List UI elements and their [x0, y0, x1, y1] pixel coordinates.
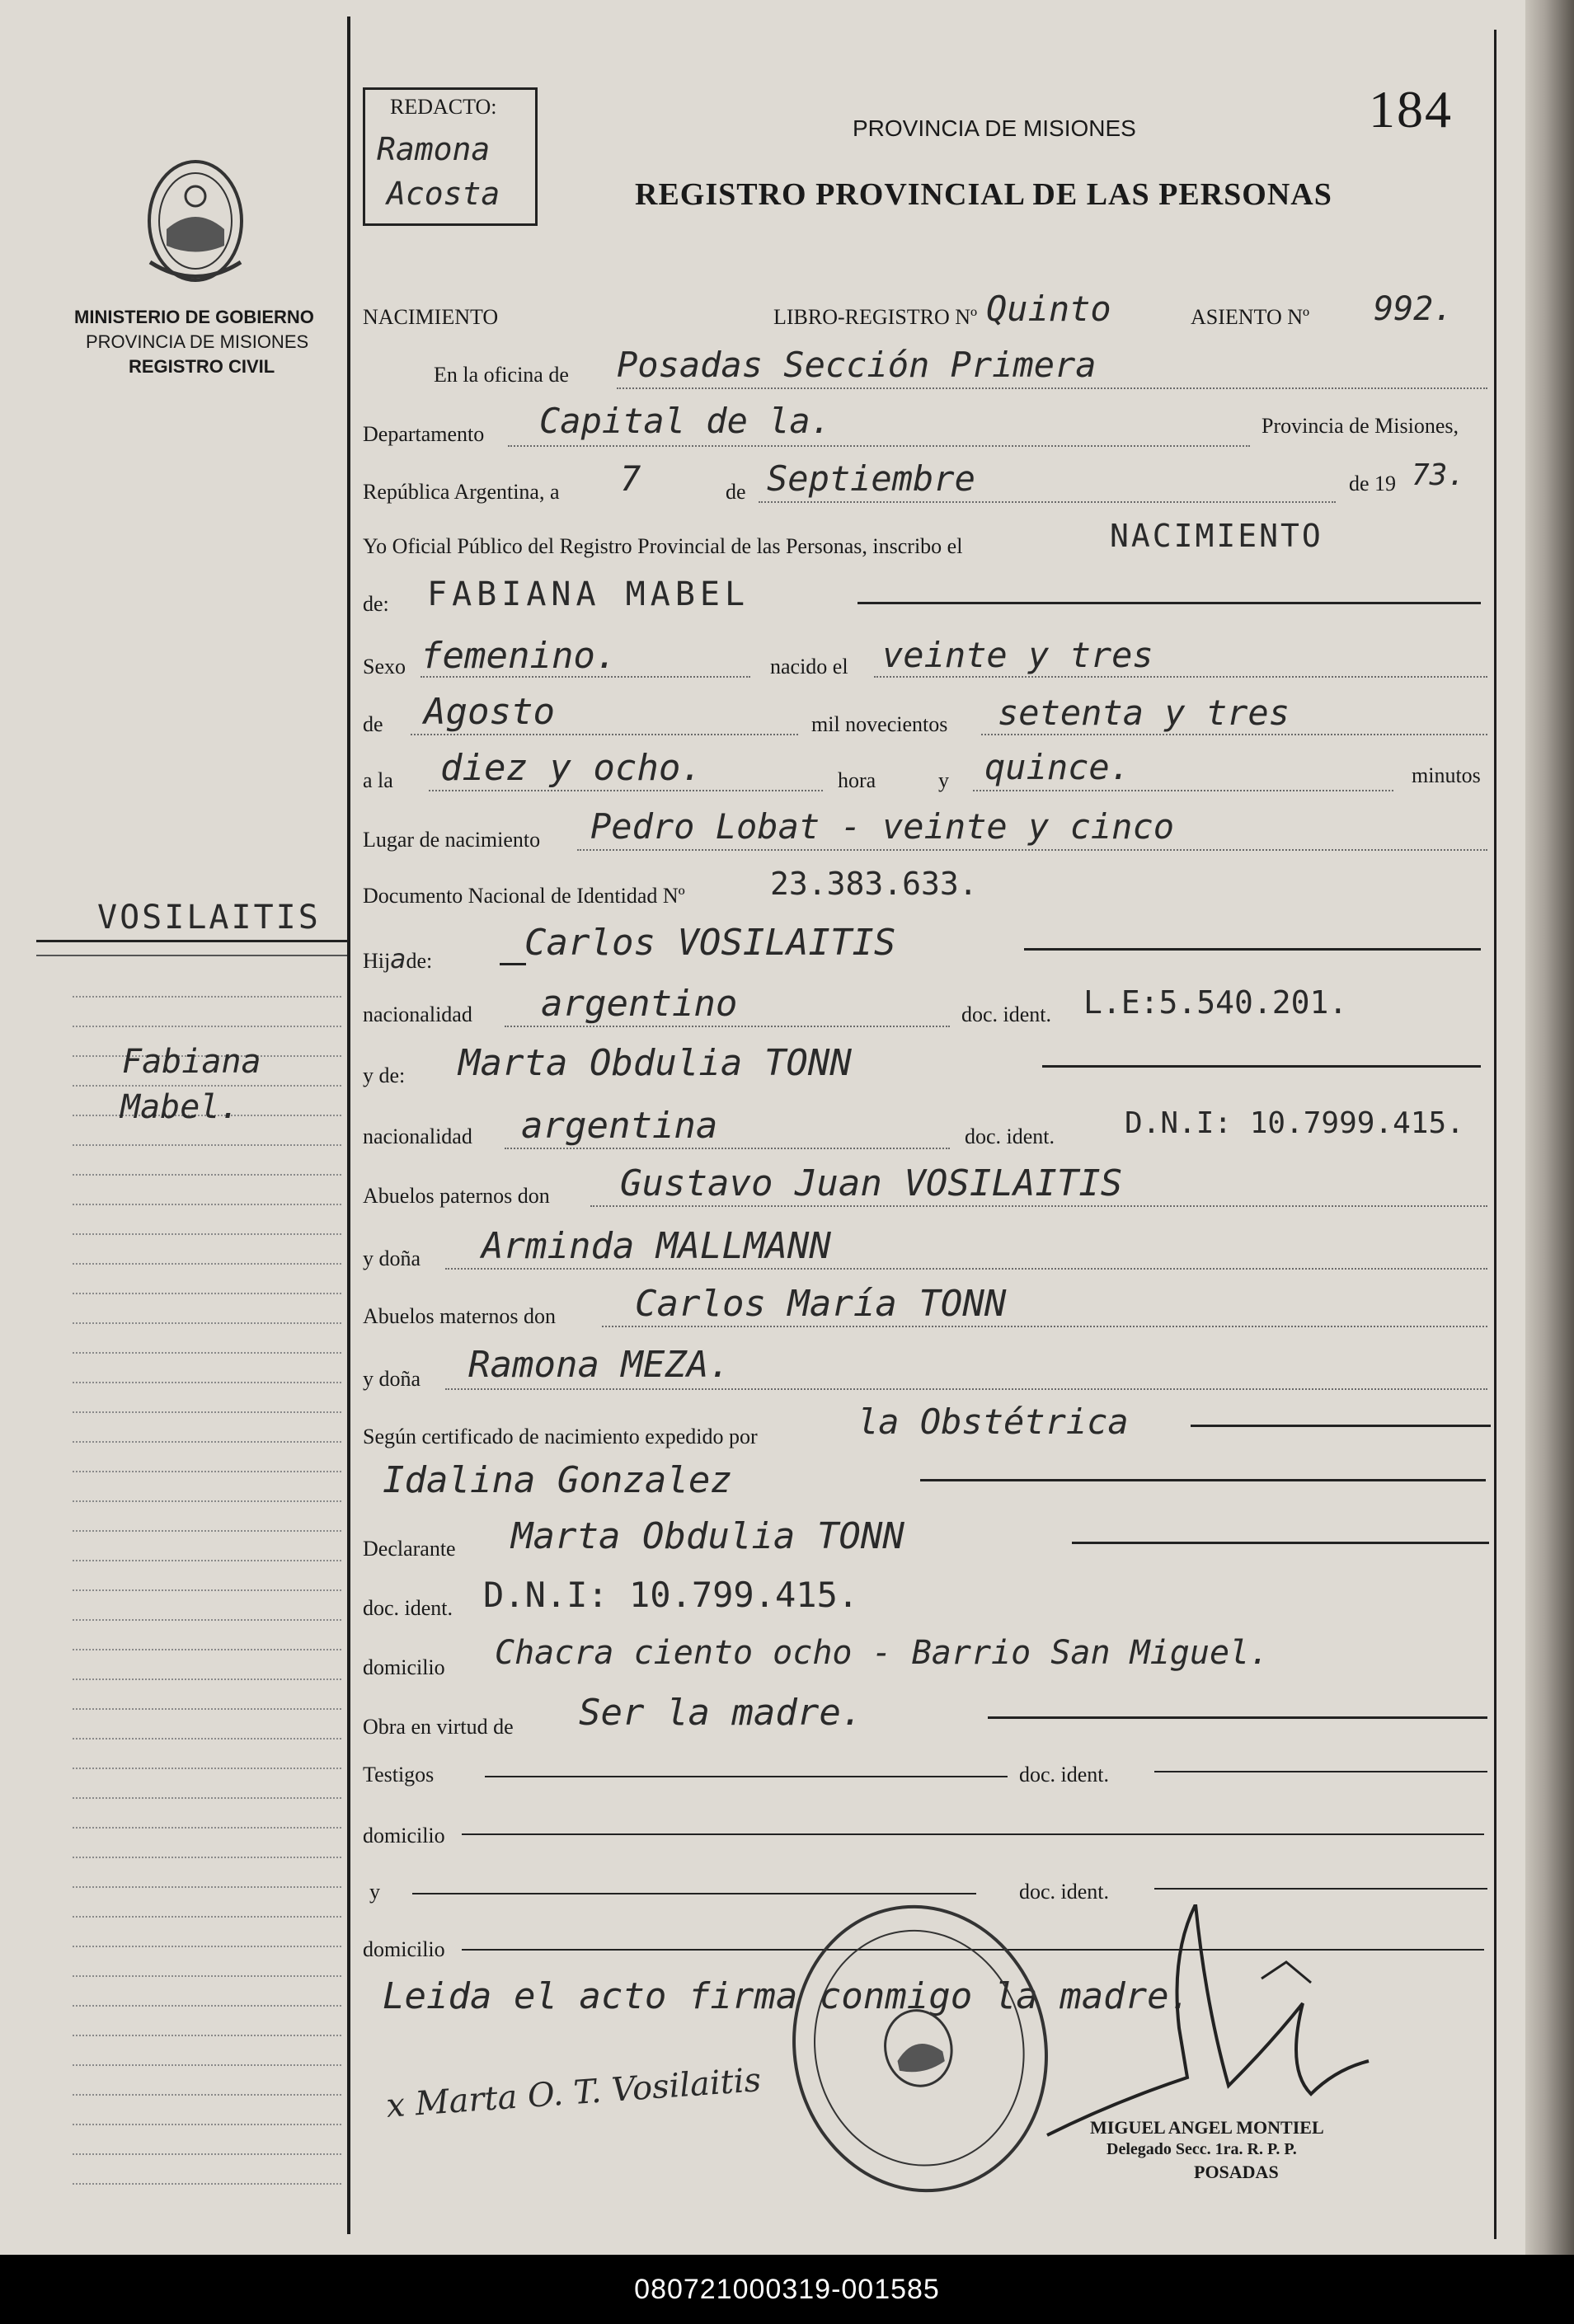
abuelo-paterno-line	[590, 1205, 1487, 1207]
doc-ident-4-line	[1154, 1771, 1487, 1772]
ydona-1-label: y doña	[363, 1247, 421, 1270]
segun-value: la Obstétrica	[857, 1401, 1129, 1442]
de2-label: de:	[363, 592, 389, 616]
abuelo-materno-value: Carlos María TONN	[635, 1283, 1007, 1325]
margin-rule	[73, 1560, 341, 1561]
lugar-value: Pedro Lobat - veinte y cinco	[590, 806, 1175, 847]
margin-rule	[73, 1322, 341, 1324]
redacto-name-2: Acosta	[387, 176, 500, 212]
yde-label: y de:	[363, 1063, 406, 1087]
declarante-label: Declarante	[363, 1537, 456, 1561]
year-label: de 19	[1349, 472, 1397, 495]
registry-label: REGISTRO CIVIL	[129, 356, 275, 377]
oficina-line	[617, 387, 1487, 389]
testigos-label: Testigos	[363, 1763, 435, 1786]
declarante-signature: x Marta O. T. Vosilaitis	[384, 2061, 763, 2125]
margin-rule	[73, 2183, 341, 2185]
province-label-left: PROVINCIA DE MISIONES	[86, 331, 309, 352]
minutos-label: minutos	[1412, 763, 1481, 787]
libro-label: LIBRO-REGISTRO Nº	[773, 305, 978, 329]
margin-rule	[73, 1649, 341, 1650]
margin-surname: VOSILAITIS	[97, 899, 321, 937]
official-signature	[1014, 1904, 1377, 2152]
official-stamp-title: Delegado Secc. 1ra. R. P. P.	[1106, 2140, 1297, 2158]
day-value: 7	[620, 458, 641, 499]
margin-given-name-2: Mabel.	[120, 1088, 240, 1126]
y2-label: y	[369, 1880, 380, 1904]
ministry-label: MINISTERIO DE GOBIERNO	[74, 307, 314, 327]
provincial-crest-icon	[142, 155, 249, 285]
domicilio-3-label: domicilio	[363, 1937, 445, 1961]
nacionalidad-1-value: argentino	[541, 983, 738, 1025]
asiento-value: 992.	[1374, 290, 1454, 328]
margin-rule	[73, 2064, 341, 2066]
abuelos-maternos-label: Abuelos maternos don	[363, 1304, 556, 1328]
nacionalidad-1-label: nacionalidad	[363, 1002, 472, 1026]
hijo-prefix: Hij	[363, 949, 391, 973]
doc-ident-2-value: D.N.I: 10.7999.415.	[1125, 1106, 1464, 1140]
dni-label: Documento Nacional de Identidad Nº	[363, 884, 685, 908]
nacionalidad-2-value: argentina	[521, 1105, 718, 1147]
margin-rule	[73, 1768, 341, 1769]
margin-rule	[73, 1916, 341, 1918]
nacionalidad-2-label: nacionalidad	[363, 1124, 472, 1148]
official-stamp-name: MIGUEL ANGEL MONTIEL	[1090, 2117, 1324, 2138]
child-name-value: FABIANA MABEL	[427, 575, 750, 613]
oficina-label: En la oficina de	[434, 363, 569, 387]
abuela-materna-line	[445, 1388, 1487, 1390]
margin-rule	[73, 2005, 341, 2007]
leida-closing-text: Leida el acto firma conmigo la madre.	[383, 1975, 1191, 2017]
margin-given-name-1: Fabiana	[122, 1043, 261, 1081]
y-label: y	[938, 768, 949, 792]
father-line-start	[500, 963, 526, 965]
footer-code-bar	[0, 2255, 1574, 2324]
margin-rule	[73, 1026, 341, 1027]
hora-label: hora	[838, 768, 876, 792]
de3-label: de	[363, 712, 383, 736]
page-number: 184	[1369, 80, 1453, 139]
doc-ident-4-label: doc. ident.	[1019, 1763, 1110, 1786]
adjacent-page-edge	[1525, 0, 1574, 2255]
doc-ident-1-value: L.E:5.540.201.	[1083, 984, 1348, 1021]
doc-ident-5-label: doc. ident.	[1019, 1880, 1110, 1904]
margin-rule	[73, 1619, 341, 1621]
obra-value: Ser la madre.	[579, 1692, 863, 1734]
obra-label: Obra en virtud de	[363, 1715, 514, 1739]
margin-rule	[73, 996, 341, 998]
declarante-line	[1072, 1542, 1489, 1544]
hora-value: diez y ocho.	[440, 747, 702, 789]
segun-label: Según certificado de nacimiento expedido por	[363, 1425, 758, 1448]
father-value: Carlos VOSILAITIS	[524, 922, 896, 964]
doc-ident-3-value: D.N.I: 10.799.415.	[483, 1575, 859, 1615]
footer-code: 080721000319-001585	[634, 2274, 940, 2305]
margin-rule	[73, 2094, 341, 2096]
seal-emblem-icon	[871, 2000, 966, 2097]
margin-rule	[73, 1204, 341, 1205]
margin-rule	[73, 2153, 341, 2155]
minutos-value: quince.	[984, 747, 1131, 787]
nacionalidad-2-line	[505, 1148, 950, 1149]
doc-ident-2-label: doc. ident.	[965, 1124, 1055, 1148]
doc-ident-5-line	[1154, 1888, 1487, 1890]
asiento-label: ASIENTO Nº	[1191, 305, 1310, 329]
ydona-2-label: y doña	[363, 1367, 421, 1391]
nacido-line	[874, 676, 1487, 678]
mil-value: setenta y tres	[998, 693, 1290, 733]
margin-rule	[73, 1857, 341, 1858]
hijo-suffix: a	[390, 943, 406, 974]
margin-rule	[73, 1530, 341, 1532]
margin-rule	[73, 1085, 341, 1087]
margin-rule	[73, 1174, 341, 1176]
header-province: PROVINCIA DE MISIONES	[853, 115, 1136, 141]
margin-rule	[73, 1827, 341, 1829]
abuela-materna-value: Ramona MEZA.	[468, 1344, 731, 1386]
redacto-name-1: Ramona	[377, 131, 491, 167]
margin-surname-underline	[36, 940, 348, 942]
de-label: de	[726, 480, 746, 504]
redacto-box	[363, 87, 538, 226]
margin-rule	[36, 955, 348, 956]
doc-ident-1-label: doc. ident.	[961, 1002, 1052, 1026]
sexo-line	[421, 676, 750, 678]
hijo-label	[363, 943, 432, 974]
margin-rule	[73, 1975, 341, 1977]
yo-oficial-label: Yo Oficial Público del Registro Provincial de las Personas, inscribo el	[363, 534, 963, 558]
doc-ident-3-label: doc. ident.	[363, 1596, 453, 1620]
margin-rule	[73, 1678, 341, 1680]
abuelos-paternos-label: Abuelos paternos don	[363, 1184, 550, 1208]
domicilio-value: Chacra ciento ocho - Barrio San Miguel.	[495, 1634, 1270, 1672]
departamento-value: Capital de la.	[539, 401, 832, 441]
domicilio-2-line	[462, 1833, 1484, 1835]
ala-label: a la	[363, 768, 393, 792]
month2-line	[411, 734, 798, 735]
right-border-line	[1494, 30, 1496, 2239]
margin-rule	[73, 1233, 341, 1235]
margin-rule	[73, 1293, 341, 1294]
republica-label: República Argentina, a	[363, 480, 560, 504]
domicilio-2-label: domicilio	[363, 1824, 445, 1847]
hijo-de-label: de:	[406, 949, 433, 973]
sexo-label: Sexo	[363, 655, 406, 678]
margin-rule	[73, 1144, 341, 1146]
libro-value: Quinto	[986, 289, 1111, 329]
child-name-line	[857, 602, 1481, 604]
obra-line	[988, 1716, 1487, 1719]
abuela-paterna-line	[445, 1268, 1487, 1270]
margin-rule	[73, 2035, 341, 2036]
domicilio-label: domicilio	[363, 1655, 445, 1679]
month-line	[759, 501, 1336, 503]
official-stamp-city: POSADAS	[1194, 2162, 1279, 2182]
left-border-line	[347, 16, 350, 2234]
dni-value: 23.383.633.	[770, 866, 978, 902]
hora-line	[429, 790, 823, 791]
margin-rule	[73, 1589, 341, 1591]
margin-rule	[73, 1382, 341, 1383]
month2-value: Agosto	[424, 691, 555, 733]
abuelo-materno-line	[602, 1326, 1487, 1327]
margin-rule	[73, 1441, 341, 1443]
obstetrica-line	[920, 1479, 1486, 1481]
redacto-label: REDACTO:	[390, 95, 497, 119]
father-line	[1024, 948, 1481, 951]
abuelo-paterno-value: Gustavo Juan VOSILAITIS	[620, 1162, 1123, 1204]
y2-line	[412, 1893, 976, 1894]
oficina-value: Posadas Sección Primera	[617, 345, 1097, 385]
month-value: Septiembre	[767, 458, 975, 499]
year-value: 73.	[1412, 458, 1466, 492]
margin-rule	[73, 1263, 341, 1265]
margin-rule	[73, 1352, 341, 1354]
margin-rule	[73, 1708, 341, 1710]
mother-line	[1042, 1065, 1481, 1068]
yo-oficial-value: NACIMIENTO	[1110, 518, 1323, 554]
record-type-label: NACIMIENTO	[363, 305, 499, 329]
mother-value: Marta Obdulia TONN	[458, 1042, 852, 1084]
minutos-line	[973, 790, 1393, 791]
margin-rule	[73, 2124, 341, 2125]
provincia-label: Provincia de Misiones,	[1262, 414, 1459, 438]
margin-rule	[73, 1471, 341, 1472]
margin-rule	[73, 1946, 341, 1947]
margin-rule	[73, 1500, 341, 1502]
header-title: REGISTRO PROVINCIAL DE LAS PERSONAS	[635, 177, 1332, 212]
mil-label: mil novecientos	[811, 712, 948, 736]
margin-rule	[73, 1797, 341, 1799]
obstetrica-value: Idalina Gonzalez	[383, 1459, 732, 1501]
testigos-line	[485, 1776, 1008, 1777]
mil-line	[981, 734, 1487, 735]
nacido-value: veinte y tres	[882, 635, 1153, 675]
departamento-line	[508, 445, 1250, 447]
nacido-label: nacido el	[770, 655, 848, 678]
lugar-line	[577, 849, 1487, 851]
margin-rule	[73, 1886, 341, 1888]
abuela-paterna-value: Arminda MALLMANN	[482, 1225, 831, 1267]
nacionalidad-1-line	[505, 1026, 950, 1027]
departamento-label: Departamento	[363, 422, 485, 446]
lugar-label: Lugar de nacimiento	[363, 828, 541, 852]
declarante-value: Marta Obdulia TONN	[511, 1515, 904, 1557]
sexo-value: femenino.	[421, 635, 618, 677]
margin-rule	[73, 1411, 341, 1413]
margin-rule	[73, 1738, 341, 1739]
segun-line	[1191, 1425, 1491, 1427]
